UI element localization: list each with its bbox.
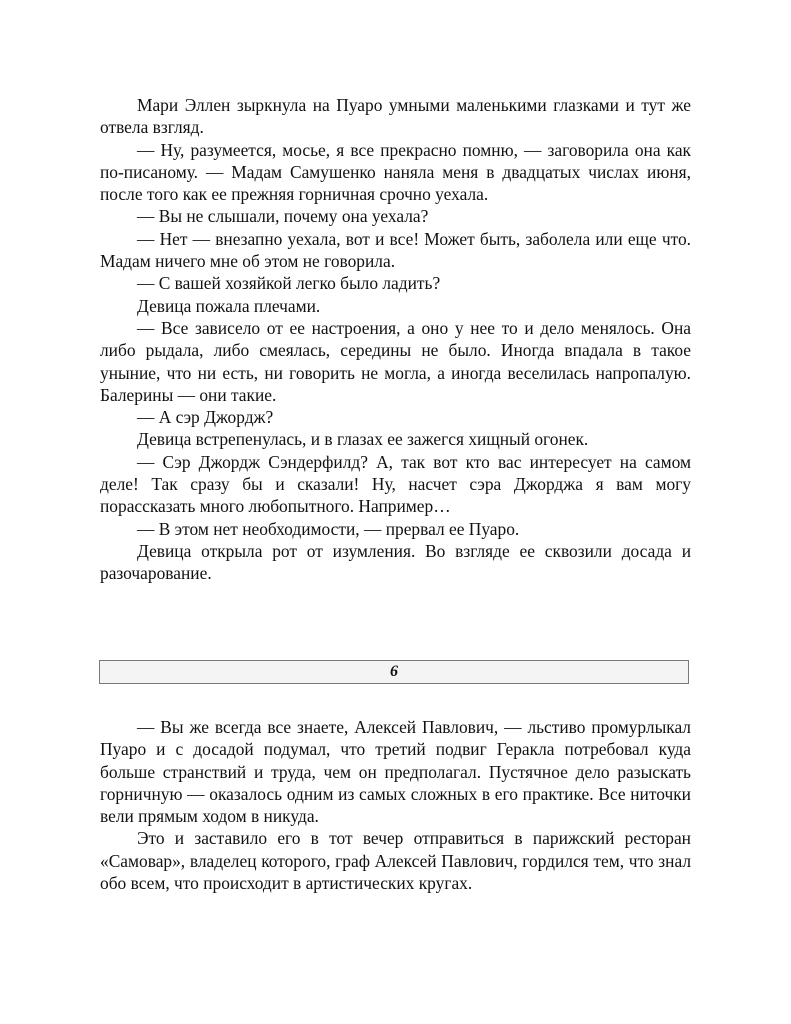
paragraph: Девица встрепенулась, и в глазах ее зажегся хищный огонек. <box>137 429 589 450</box>
paragraph: — Все зависело от ее настроения, а оно у нее то и дело менялось. Она либо рыдала, либо смеялась, середины не было. Иногда впадала в такое уныние, что ни есть, ни говорить не могла, а иногда веселилась напропалую. Балерины — они такие. <box>100 317 691 405</box>
paragraph: Мари Эллен зыркнула на Пуаро умными маленькими глазками и тут же отвела взгляд. <box>100 95 691 138</box>
paragraph: — В этом нет необходимости, — прервал ее Пуаро. <box>137 518 520 539</box>
paragraph: Девица открыла рот от изумления. Во взгляде ее сквозили досада и разочарование. <box>100 540 691 584</box>
paragraph: — С вашей хозяйкой легко было ладить? <box>137 273 441 294</box>
paragraph: — Сэр Джордж Сэндерфилд? А, так вот кто вас интересует на самом деле! Так сразу бы и сказали! Ну, насчет сэра Джорджа я вам могу порассказать много любопытного. Например… <box>100 451 691 517</box>
paragraph: Девица пожала плечами. <box>137 295 321 316</box>
paragraph: — Ну, разумеется, мосье, я все прекрасно помню, — заговорила она как по-писаному. — Мадам Самушенко наняла меня в двадцатых числах июня, после того как ее прежняя горничная срочно уехала. <box>100 139 691 205</box>
paragraph: — А сэр Джордж? <box>137 407 274 428</box>
section-two-text <box>100 716 691 894</box>
paragraph: — Вы не слышали, почему она уехала? <box>137 206 429 227</box>
paragraph: Это и заставило его в тот вечер отправиться в парижский ресторан «Самовар», владелец которого, граф Алексей Павлович, гордился тем, что знал обо всем, что происходит в артистических кругах. <box>100 828 691 894</box>
section-one-text <box>100 94 691 585</box>
chapter-number: 6 <box>390 663 398 680</box>
chapter-heading <box>99 660 689 684</box>
paragraph: — Вы же всегда все знаете, Алексей Павлович, — льстиво промурлыкал Пуаро и с досадой подумал, что третий подвиг Геракла потребовал куда больше странствий и труда, чем он предполагал. Пустячное дело разыскать горничную — оказалось одним из самых сложных в его практике. Все ниточки вели прямым ходом в никуда. <box>100 717 691 827</box>
paragraph: — Нет — внезапно уехала, вот и все! Может быть, заболела или еще что. Мадам ничего мне об этом не говорила. <box>100 228 691 272</box>
